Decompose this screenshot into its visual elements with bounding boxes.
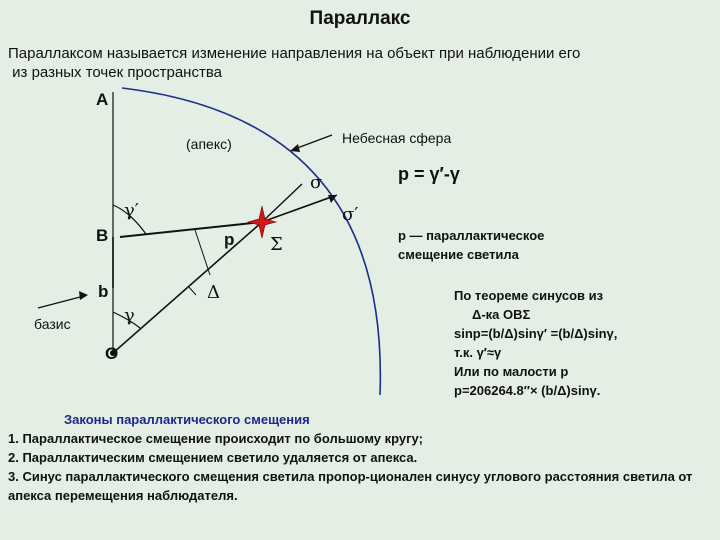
point-big-b-label: B <box>96 226 109 245</box>
page-title: Параллакс <box>309 8 411 29</box>
parallax-note <box>398 226 544 264</box>
sphere-label: Небесная сфера <box>342 130 452 146</box>
laws-header: Законы параллактического смещения <box>64 412 310 427</box>
basis-arrow-head <box>79 291 88 300</box>
apex-label: (апекс) <box>186 136 232 152</box>
note-line-1: p — параллактическое <box>398 228 545 243</box>
p-label: p <box>224 230 235 249</box>
proof-line-5: Или по малости p <box>454 364 569 379</box>
point-small-b-label: b <box>98 282 109 301</box>
basis-arrow <box>38 296 84 308</box>
proof-line-6: p=206264.8″× (b/Δ)sinγ. <box>454 383 601 398</box>
gamma-label: γ <box>124 305 135 326</box>
delta-pointer <box>188 286 196 295</box>
basis-label: базис <box>34 316 71 332</box>
proof-line-3: sinp=(b/Δ)sinγ′ =(b/Δ)sinγ, <box>454 326 618 341</box>
line-star-sigma <box>262 184 302 222</box>
intro-line-1: Параллаксом называется изменение направления на объект при наблюдении его <box>8 45 581 62</box>
point-o-label: O <box>105 344 119 363</box>
note-line-2: смещение светила <box>398 247 519 262</box>
parallax-formula: p = γ′-γ <box>398 164 460 184</box>
p-pointer <box>195 230 210 275</box>
law-item-2: 2. Параллактическим смещением светило удаляется от апекса. <box>8 450 418 465</box>
line-b-star <box>120 222 262 237</box>
proof-block <box>454 286 617 400</box>
sphere-arrow-head <box>290 144 300 152</box>
intro-line-2: из разных точек пространства <box>8 64 222 81</box>
proof-line-1: По теореме синусов из <box>454 288 604 303</box>
proof-line-2: Δ-ка OBΣ <box>472 307 531 322</box>
laws-block <box>8 410 718 505</box>
proof-line-4: т.к. γ′≈γ <box>454 345 502 360</box>
big-sigma-label: Σ <box>270 234 283 255</box>
line-o-star <box>113 222 262 353</box>
point-a-label: A <box>96 90 109 109</box>
sigma-prime-label: σ′ <box>342 204 359 225</box>
sigma-label: σ <box>310 172 323 193</box>
law-item-1: 1. Параллактическое смещение происходит по большому кругу; <box>8 431 423 446</box>
gamma-prime-label: γ′ <box>124 200 139 221</box>
law-item-3: 3. Синус параллактического смещения светила пропор-ционален синусу углового расстояния светила от апекса перемещения наблюдателя. <box>8 469 693 503</box>
delta-label: Δ <box>207 282 220 303</box>
